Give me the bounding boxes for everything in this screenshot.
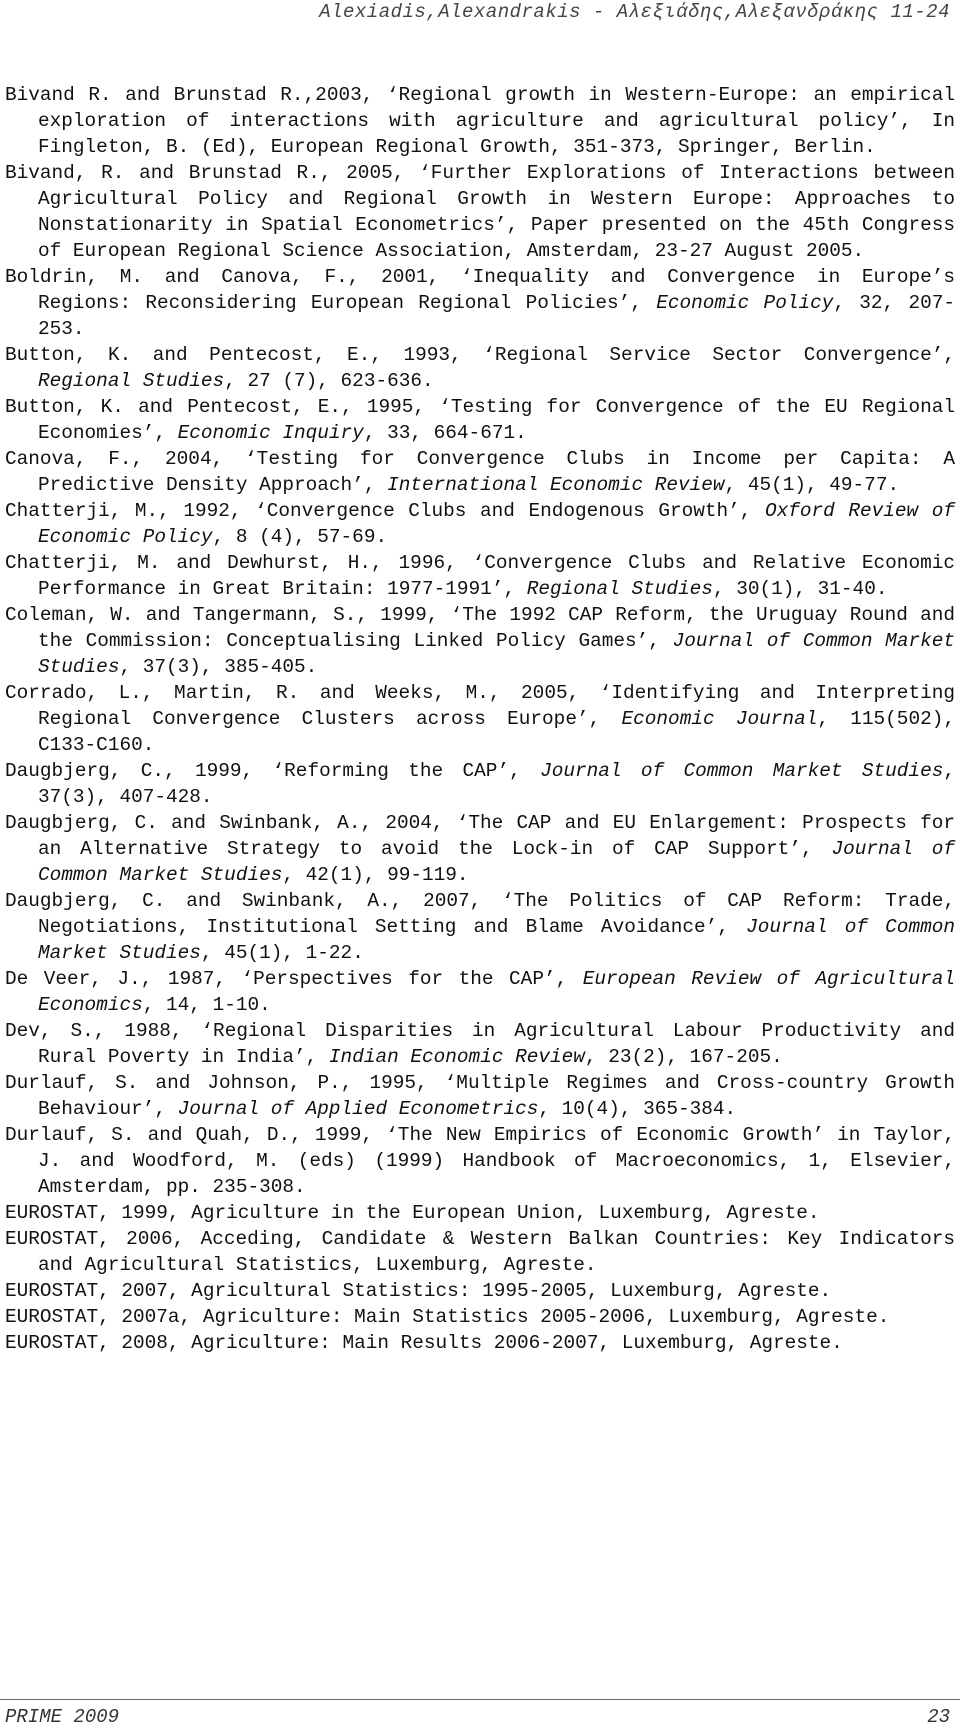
reference-text: , 32, 207-253.	[38, 292, 955, 340]
reference-text: , 37(3), 407-428.	[38, 760, 955, 808]
reference-entry	[5, 810, 955, 888]
reference-source-title: Economic Journal	[621, 708, 818, 730]
reference-text: De Veer, J., 1987, ‘Perspectives for the CAP’,	[5, 968, 583, 990]
page-number: 23	[927, 1706, 950, 1728]
reference-source-title: European Review of Agricultural Economics	[38, 968, 955, 1016]
reference-entry	[5, 342, 955, 394]
footer-journal: PRIME 2009	[5, 1706, 120, 1728]
reference-text: Daugbjerg, C. and Swinbank, A., 2007, ‘The Politics of CAP Reform: Trade, Negotiations, Institutional Setting and Blame Avoidance’,	[5, 890, 955, 938]
reference-entry	[5, 1304, 955, 1330]
reference-source-title: Economic Inquiry	[177, 422, 364, 444]
reference-entry	[5, 82, 955, 160]
reference-text: , 33, 664-671.	[363, 422, 527, 444]
reference-text: , 115(502), C133-C160.	[38, 708, 955, 756]
reference-text: EUROSTAT, 2008, Agriculture: Main Results 2006-2007, Luxemburg, Agreste.	[5, 1332, 843, 1354]
reference-text: Dev, S., 1988, ‘Regional Disparities in Agricultural Labour Productivity and Rural Poverty in India’,	[5, 1020, 955, 1068]
reference-text: Canova, F., 2004, ‘Testing for Convergence Clubs in Income per Capita: A Predictive Density Approach’,	[5, 448, 955, 496]
footer-divider	[0, 1699, 960, 1700]
reference-entry	[5, 1070, 955, 1122]
reference-entry	[5, 446, 955, 498]
reference-text: , 10(4), 365-384.	[538, 1098, 737, 1120]
reference-entry	[5, 1200, 955, 1226]
reference-source-title: Journal of Common Market Studies	[38, 916, 955, 964]
reference-text: EUROSTAT, 2007, Agricultural Statistics: 1995-2005, Luxemburg, Agreste.	[5, 1280, 832, 1302]
reference-text: Daugbjerg, C., 1999, ‘Reforming the CAP’,	[5, 760, 541, 782]
reference-text: EUROSTAT, 1999, Agriculture in the European Union, Luxemburg, Agreste.	[5, 1202, 820, 1224]
reference-text: Durlauf, S. and Johnson, P., 1995, ‘Multiple Regimes and Cross-country Growth Behaviour’,	[5, 1072, 955, 1120]
reference-entry	[5, 1278, 955, 1304]
reference-list	[5, 82, 955, 1356]
reference-text: , 14, 1-10.	[142, 994, 271, 1016]
reference-source-title: Journal of Applied Econometrics	[177, 1098, 539, 1120]
reference-text: , 27 (7), 623-636.	[224, 370, 434, 392]
reference-text: Daugbjerg, C. and Swinbank, A., 2004, ‘The CAP and EU Enlargement: Prospects for an Alternative Strategy to avoid the Lock-in of CAP Support’,	[5, 812, 955, 860]
reference-text: Chatterji, M., 1992, ‘Convergence Clubs and Endogenous Growth’,	[5, 500, 765, 522]
reference-source-title: Journal of Common Market Studies	[38, 630, 955, 678]
reference-text: EUROSTAT, 2007a, Agriculture: Main Statistics 2005-2006, Luxemburg, Agreste.	[5, 1306, 890, 1328]
reference-entry	[5, 498, 955, 550]
reference-text: EUROSTAT, 2006, Acceding, Candidate & Western Balkan Countries: Key Indicators and Agricultural Statistics, Luxemburg, Agreste.	[5, 1228, 955, 1276]
reference-text: Corrado, L., Martin, R. and Weeks, M., 2005, ‘Identifying and Interpreting Regional Convergence Clusters across Europe’,	[5, 682, 955, 730]
reference-entry	[5, 1122, 955, 1200]
reference-source-title: Journal of Common Market Studies	[540, 760, 944, 782]
reference-entry	[5, 1018, 955, 1070]
reference-text: Durlauf, S. and Quah, D., 1999, ‘The New Empirics of Economic Growth’ in Taylor, J. and Woodford, M. (eds) (1999) Handbook of Macroeconomics, 1, Elsevier, Amsterdam, pp. 235-308.	[5, 1124, 955, 1198]
reference-entry	[5, 1330, 955, 1356]
reference-source-title: Regional Studies	[38, 370, 225, 392]
reference-text: , 37(3), 385-405.	[119, 656, 318, 678]
reference-text: , 23(2), 167-205.	[584, 1046, 783, 1068]
reference-entry	[5, 602, 955, 680]
reference-text: Bivand, R. and Brunstad R., 2005, ‘Further Explorations of Interactions between Agricultural Policy and Regional Growth in Western Europe: Approaches to Nonstationarity in Spatial Econometrics’, Paper presented on the 45th Congress of European Regional Science Association, Amsterdam, 23-27 August 2005.	[5, 162, 955, 262]
running-header: Alexiadis,Alexandrakis - Αλεξιάδης,Αλεξανδράκης 11-24	[319, 1, 950, 23]
reference-text: , 30(1), 31-40.	[712, 578, 888, 600]
reference-source-title: Oxford Review of Economic Policy	[38, 500, 955, 548]
reference-entry	[5, 966, 955, 1018]
reference-source-title: Indian Economic Review	[328, 1046, 585, 1068]
reference-entry	[5, 264, 955, 342]
reference-text: Button, K. and Pentecost, E., 1995, ‘Testing for Convergence of the EU Regional Economies’,	[5, 396, 955, 444]
reference-text: Coleman, W. and Tangermann, S., 1999, ‘The 1992 CAP Reform, the Uruguay Round and the Commission: Conceptualising Linked Policy Games’,	[5, 604, 955, 652]
reference-text: Chatterji, M. and Dewhurst, H., 1996, ‘Convergence Clubs and Relative Economic Performance in Great Britain: 1977-1991’,	[5, 552, 955, 600]
reference-entry	[5, 888, 955, 966]
reference-text: , 45(1), 49-77.	[724, 474, 900, 496]
reference-entry	[5, 550, 955, 602]
reference-text: , 45(1), 1-22.	[200, 942, 364, 964]
reference-entry	[5, 160, 955, 264]
reference-text: Boldrin, M. and Canova, F., 2001, ‘Inequality and Convergence in Europe’s Regions: Reconsidering European Regional Policies’,	[5, 266, 955, 314]
reference-entry	[5, 758, 955, 810]
reference-entry	[5, 394, 955, 446]
reference-text: Button, K. and Pentecost, E., 1993, ‘Regional Service Sector Convergence’,	[5, 344, 955, 366]
reference-text: Bivand R. and Brunstad R.,2003, ‘Regional growth in Western-Europe: an empirical exploration of interactions with agriculture and agricultural policy’, In Fingleton, B. (Ed), European Regional Growth, 351-373, Springer, Berlin.	[5, 84, 955, 158]
reference-source-title: Journal of Common Market Studies	[38, 838, 955, 886]
reference-source-title: Regional Studies	[526, 578, 713, 600]
reference-entry	[5, 1226, 955, 1278]
reference-text: , 8 (4), 57-69.	[212, 526, 388, 548]
reference-text: , 42(1), 99-119.	[282, 864, 469, 886]
reference-source-title: International Economic Review	[387, 474, 725, 496]
reference-entry	[5, 680, 955, 758]
reference-source-title: Economic Policy	[656, 292, 834, 314]
